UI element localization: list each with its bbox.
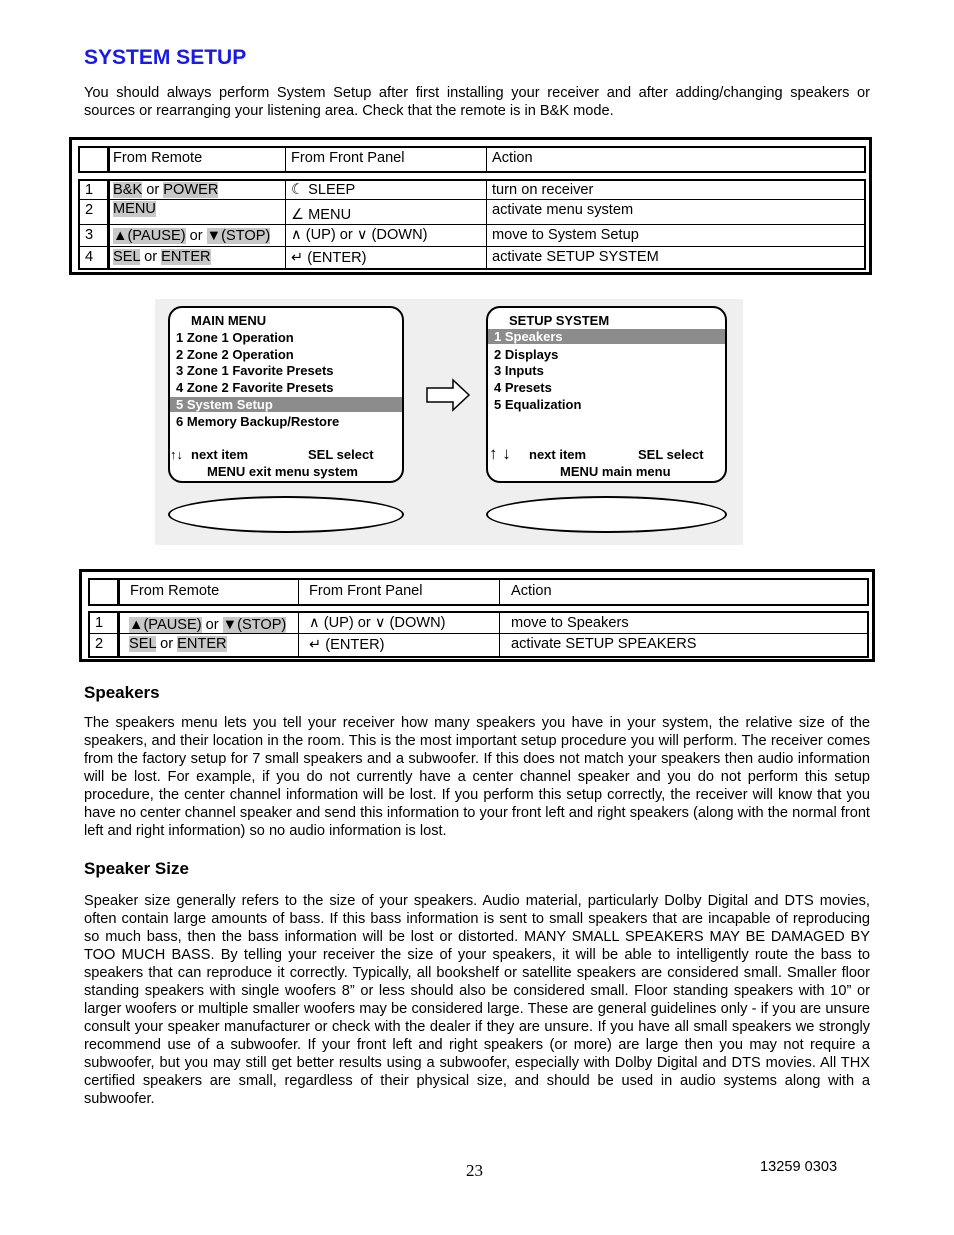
speaker-size-heading: Speaker Size xyxy=(84,859,189,878)
front-panel-keys: ☾ SLEEP xyxy=(291,182,356,198)
header-num-cell xyxy=(88,578,119,606)
up-down-arrows-icon: ↑↓ xyxy=(170,447,183,462)
page-number: 23 xyxy=(466,1161,483,1180)
row-number: 2 xyxy=(85,202,94,218)
header-from-front-panel: From Front Panel xyxy=(291,150,405,166)
speakers-heading: Speakers xyxy=(84,683,160,702)
next-item-hint: next item xyxy=(191,447,249,462)
action-text: turn on receiver xyxy=(492,182,594,198)
menu-item: 3 Zone 1 Favorite Presets xyxy=(176,363,334,378)
front-panel-keys: ↵ (ENTER) xyxy=(309,637,385,653)
action-text: move to Speakers xyxy=(511,615,629,631)
header-num-cell xyxy=(78,146,109,173)
header-row xyxy=(118,578,869,606)
action-text: activate menu system xyxy=(492,202,634,218)
header-action: Action xyxy=(492,150,533,166)
speakers-paragraph: The speakers menu lets you tell your receiver how many speakers you have in your system, the relative size of the speakers, and their location in the room. This is the most important setup procedure you will perform. The receiver comes from the factory setup for 7 small speakers and a subwoofer. If this does not match your speakers then audio information will be lost. For example, if you do not currently have a center channel speaker and you do not perform this setup procedure, the center channel information will be lost. If you perform this setup correctly, the receiver will know that you have no center channel speaker and send this information to your front left and right speakers (along with the normal front left and right information) so no audio information is lost. xyxy=(84,715,870,839)
remote-keys: SEL or ENTER xyxy=(113,249,211,265)
remote-keys: B&K or POWER xyxy=(113,182,219,198)
display-oval xyxy=(486,496,727,533)
enter-icon: ↵ xyxy=(291,250,304,266)
document-code: 13259 0303 xyxy=(760,1159,838,1175)
main-menu-hint: MENU main menu xyxy=(560,464,671,479)
menu-item: 2 Zone 2 Operation xyxy=(176,347,294,362)
header-row xyxy=(108,146,866,173)
row-number: 2 xyxy=(95,636,104,652)
row-number: 1 xyxy=(95,615,104,631)
menu-item-selected: 5 System Setup xyxy=(170,397,402,412)
display-oval xyxy=(168,496,404,533)
menu-diagram xyxy=(155,299,743,545)
menu-item: 2 Displays xyxy=(494,347,559,362)
menu-item: 4 Zone 2 Favorite Presets xyxy=(176,380,334,395)
menu-angle-icon: ∠ xyxy=(291,207,305,223)
menu-item: 3 Inputs xyxy=(494,363,544,378)
page-title: SYSTEM SETUP xyxy=(84,46,247,69)
menu-item: 6 Memory Backup/Restore xyxy=(176,414,340,429)
row-number: 4 xyxy=(85,249,94,265)
remote-keys: SEL or ENTER xyxy=(129,636,227,652)
main-menu-screen xyxy=(168,306,404,483)
row-number: 3 xyxy=(85,227,94,243)
remote-keys: MENU xyxy=(113,201,156,217)
header-action: Action xyxy=(511,583,552,599)
menu-item-selected: 1 Speakers xyxy=(488,329,725,344)
setup-system-screen xyxy=(486,306,727,483)
sleep-icon: ☾ xyxy=(291,182,305,198)
exit-hint: MENU exit menu system xyxy=(207,464,358,479)
up-arrow-icon: ∧ xyxy=(291,227,302,243)
enter-icon: ↵ xyxy=(309,637,322,653)
front-panel-keys: ↵ (ENTER) xyxy=(291,250,367,266)
setup-menu-title: SETUP SYSTEM xyxy=(509,313,610,328)
right-arrow-icon xyxy=(425,378,471,412)
menu-item: 5 Equalization xyxy=(494,397,582,412)
row-number: 1 xyxy=(85,182,94,198)
menu-item: 1 Zone 1 Operation xyxy=(176,330,294,345)
intro-paragraph: You should always perform System Setup after first installing your receiver and after adding/changing speakers or sources or rearranging your listening area. Check that the remote is in B&K mode. xyxy=(84,85,870,119)
steps-table-1 xyxy=(69,137,872,275)
up-down-arrows-icon: ↑ ↓ xyxy=(489,444,511,463)
up-arrow-icon: ∧ xyxy=(309,615,320,631)
menu-item: 4 Presets xyxy=(494,380,552,395)
next-item-hint: next item xyxy=(529,447,587,462)
header-from-remote: From Remote xyxy=(113,150,203,166)
header-from-remote: From Remote xyxy=(130,583,220,599)
front-panel-keys: ∠ MENU xyxy=(291,207,352,223)
action-text: activate SETUP SPEAKERS xyxy=(511,636,697,652)
front-panel-keys: ∧ (UP) or ∨ (DOWN) xyxy=(291,227,428,243)
action-text: move to System Setup xyxy=(492,227,639,243)
select-hint: SEL select xyxy=(638,447,704,462)
main-menu-title: MAIN MENU xyxy=(191,313,267,328)
action-text: activate SETUP SYSTEM xyxy=(492,249,659,265)
select-hint: SEL select xyxy=(308,447,374,462)
header-from-front-panel: From Front Panel xyxy=(309,583,423,599)
speaker-size-paragraph: Speaker size generally refers to the size of your speakers. Audio material, particularly Dolby Digital and DTS movies, often contain large amounts of bass. If this bass information is sent to small speakers that are incapable of reproducing so much bass, then the bass information will be lost or distorted. MANY SMALL SPEAKERS MAY BE DAMAGED BY TOO MUCH BASS. By telling your receiver the size of your speakers, it will be able to intelligently route the bass to speakers that can reproduce it correctly. Typically, all bookshelf or satellite speakers are considered small. Smaller floor standing speakers with single woofers 8” or less should also be considered small. Floor standing speakers with 10” or larger woofers or multiple smaller woofers may be considered large. These are general guidelines only - if you are unsure consult your speaker manufacturer or check with the dealer if they are unsure. If you have all small speakers we strongly recommend use of a subwoofer. If your front left and right speakers (or more) are large then you may not require a subwoofer, but you may still get better results using a subwoofer, especially with Dolby Digital and DTS movies. All THX certified speakers are small, regardless of their physical size, and should be used in audio systems along with a subwoofer. xyxy=(84,893,870,1107)
steps-table-2 xyxy=(79,569,875,662)
front-panel-keys: ∧ (UP) or ∨ (DOWN) xyxy=(309,615,446,631)
remote-keys: ▲(PAUSE) or ▼(STOP) xyxy=(113,228,271,244)
remote-keys: ▲(PAUSE) or ▼(STOP) xyxy=(129,617,287,633)
